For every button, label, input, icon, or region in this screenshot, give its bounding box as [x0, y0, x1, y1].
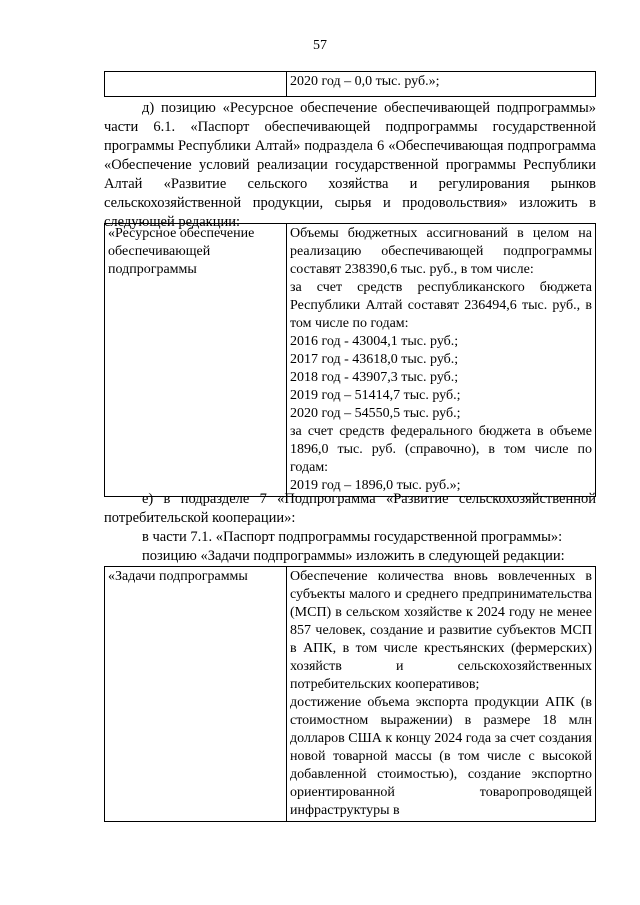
paragraph-e [104, 490, 596, 566]
resource-line-9: 2019 год – 1896,0 тыс. руб.»; [290, 478, 461, 493]
table-resources [104, 223, 596, 497]
table-row [105, 567, 596, 822]
resource-line-5: 2018 год - 43907,3 тыс. руб.; [290, 370, 459, 385]
paragraph-e-line-3: позицию «Задачи подпрограммы» изложить в следующей редакции: [142, 548, 565, 564]
resource-line-2: за счет средств республиканского бюджета Республики Алтай составят 236494,6 тыс. руб., в том числе по годам: [290, 280, 592, 331]
table-top-fragment [104, 71, 596, 97]
table-cell-right: 2020 год – 0,0 тыс. руб.»; [287, 72, 596, 97]
table-row [105, 224, 596, 497]
table-cell-left [105, 72, 287, 97]
table-cell-left: «Ресурсное обеспечение обеспечивающей подпрограммы [105, 224, 287, 497]
table-cell-right [287, 567, 596, 822]
resource-line-4: 2017 год - 43618,0 тыс. руб.; [290, 352, 459, 367]
table-tasks [104, 566, 596, 822]
paragraph-d: д) позицию «Ресурсное обеспечение обеспечивающей подпрограммы» части 6.1. «Паспорт обеспечивающей подпрограммы государственной программы Республики Алтай» подраздела 6 «Обеспечивающая подпрограмма «Обеспечение условий реализации государственной программы Республики Алтай «Развитие сельского хозяйства и регулирования рынков сельскохозяйственной продукции, сырья и продовольствия» изложить в следующей редакции: [104, 100, 596, 230]
task-line-1: Обеспечение количества вновь вовлеченных в субъекты малого и среднего предпринимательства (МСП) в сельском хозяйстве к 2024 году не менее 857 человек, создание и развитие субъектов МСП в АПК, в том числе крестьянских (фермерских) хозяйств и сельскохозяйственных потребительских кооперативов; [290, 569, 592, 692]
table-cell-left: «Задачи подпрограммы [105, 567, 287, 822]
table-row [105, 72, 596, 97]
resource-line-7: 2020 год – 54550,5 тыс. руб.; [290, 406, 461, 421]
paragraph-e-line-2: в части 7.1. «Паспорт подпрограммы государственной программы»: [142, 529, 563, 545]
resource-line-1: Объемы бюджетных ассигнований в целом на реализацию обеспечивающей подпрограммы составят 238390,6 тыс. руб., в том числе: [290, 226, 592, 277]
page-number: 57 [313, 38, 327, 53]
resource-line-3: 2016 год - 43004,1 тыс. руб.; [290, 334, 459, 349]
resource-line-8: за счет средств федерального бюджета в объеме 1896,0 тыс. руб. (справочно), в том числе по годам: [290, 424, 592, 475]
paragraph-e-line-1: е) в подразделе 7 «Подпрограмма «Развитие сельскохозяйственной потребительской кооперации»: [104, 491, 596, 526]
resource-line-6: 2019 год – 51414,7 тыс. руб.; [290, 388, 461, 403]
task-line-2: достижение объема экспорта продукции АПК (в стоимостном выражении) в размере 18 млн долларов США к концу 2024 года за счет создания новой товарной массы (в том числе с высокой добавленной стоимостью), создание экспортно ориентированной товаропроводящей инфраструктуры в [290, 695, 592, 818]
table-cell-right [287, 224, 596, 497]
